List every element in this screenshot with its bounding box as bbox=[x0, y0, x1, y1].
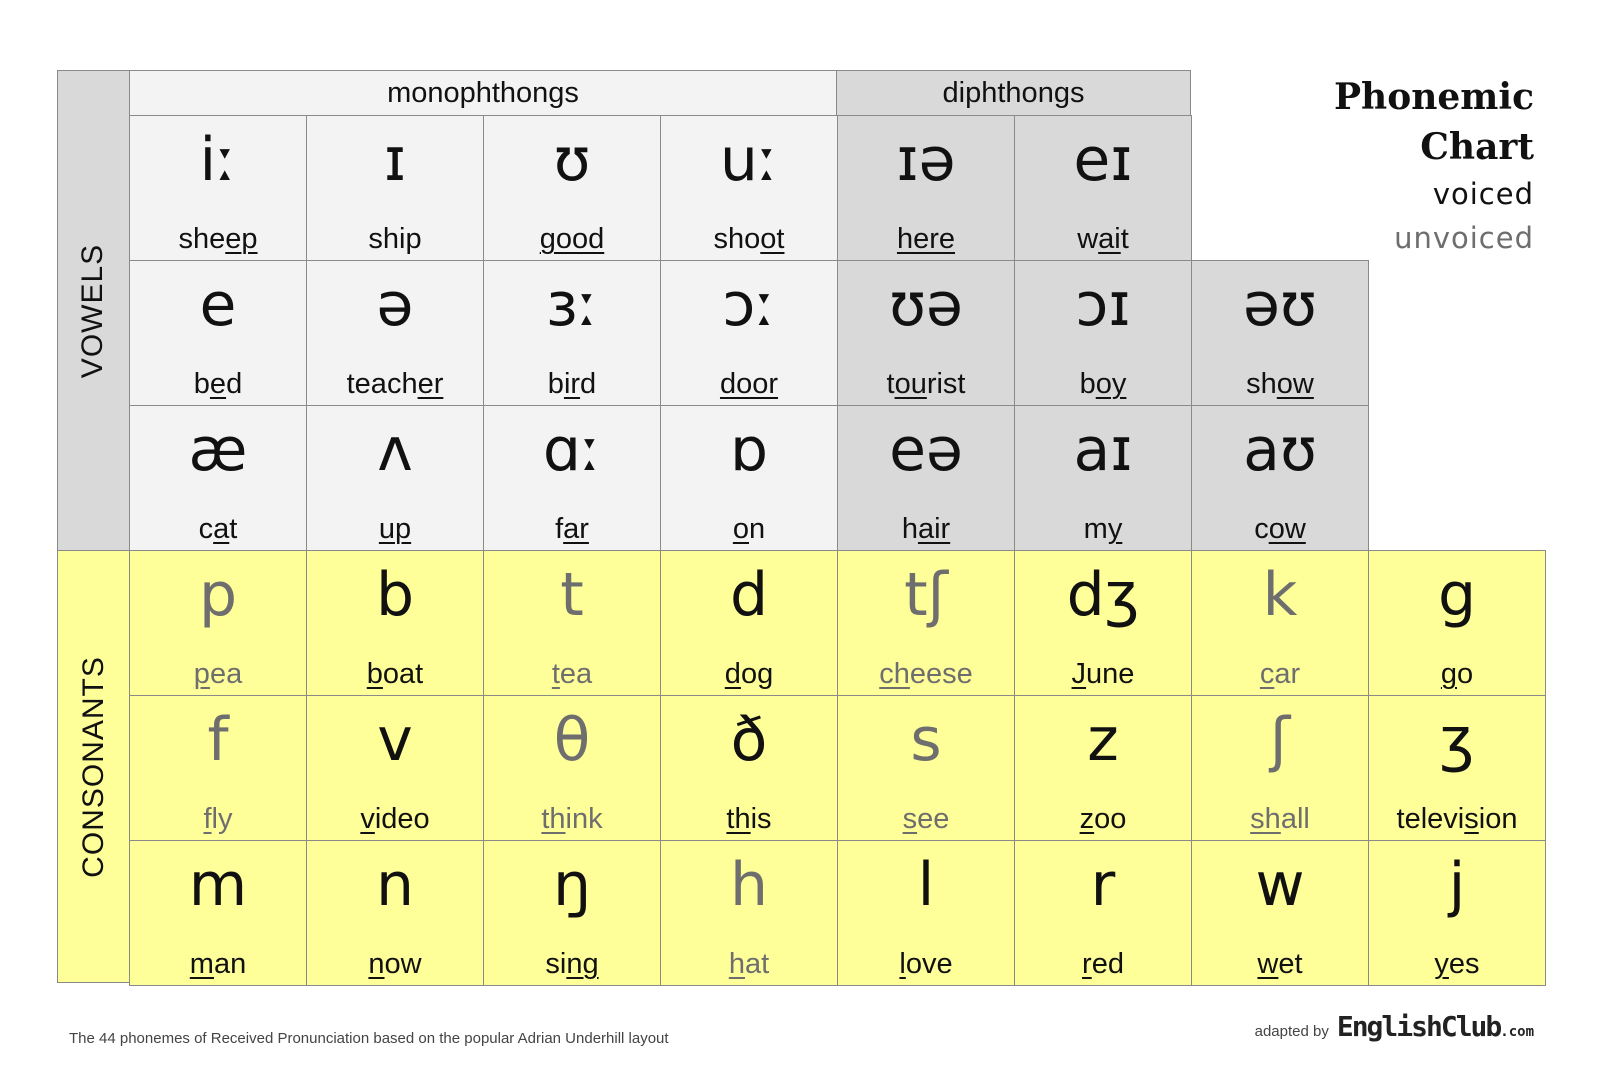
phoneme-symbol: aɪ bbox=[1073, 415, 1133, 485]
consonant-0-0-cell bbox=[129, 550, 307, 696]
vowel-2-2-cell bbox=[483, 405, 661, 551]
phoneme-symbol: j bbox=[1448, 850, 1466, 920]
chart-title-line1: Phonemic bbox=[1333, 76, 1534, 118]
phoneme-symbol: ɔɪ bbox=[1075, 270, 1131, 340]
example-word: hair bbox=[901, 513, 951, 546]
consonant-0-1-cell bbox=[306, 550, 484, 696]
consonant-0-4-cell bbox=[837, 550, 1015, 696]
phoneme-symbol: əʊ bbox=[1243, 270, 1317, 340]
phoneme-symbol: h bbox=[729, 850, 769, 920]
example-word: bed bbox=[193, 368, 243, 401]
consonant-2-0-cell bbox=[129, 840, 307, 986]
phoneme-symbol: ɑː bbox=[542, 415, 602, 485]
phoneme-symbol: dʒ bbox=[1066, 560, 1140, 630]
phoneme-symbol: e bbox=[199, 270, 237, 340]
vowel-0-4-cell bbox=[837, 115, 1015, 261]
phoneme-symbol: v bbox=[377, 705, 413, 775]
consonants-side-label bbox=[57, 550, 130, 983]
adapted-by-text: adapted by bbox=[1254, 1023, 1329, 1040]
example-word: shoot bbox=[713, 223, 785, 256]
consonants-label: CONSONANTS bbox=[76, 655, 110, 878]
example-word: tourist bbox=[886, 368, 966, 401]
phoneme-symbol: ŋ bbox=[552, 850, 592, 920]
phoneme-symbol: w bbox=[1255, 850, 1305, 920]
phoneme-symbol: aʊ bbox=[1243, 415, 1317, 485]
vowel-1-5-cell bbox=[1014, 260, 1192, 406]
phoneme-symbol: eə bbox=[889, 415, 963, 485]
phoneme-symbol: k bbox=[1262, 560, 1298, 630]
phoneme-symbol: l bbox=[917, 850, 935, 920]
consonant-1-6-cell bbox=[1191, 695, 1369, 841]
phoneme-symbol: θ bbox=[553, 705, 591, 775]
legend-unvoiced: unvoiced bbox=[1394, 221, 1534, 255]
phoneme-symbol: ʊə bbox=[889, 270, 963, 340]
vowel-0-3-cell bbox=[660, 115, 838, 261]
phoneme-symbol: ɜː bbox=[545, 270, 599, 340]
consonant-2-4-cell bbox=[837, 840, 1015, 986]
example-word: boat bbox=[366, 658, 424, 691]
example-word: on bbox=[732, 513, 766, 546]
chart-title-block bbox=[1234, 72, 1534, 260]
consonant-0-2-cell bbox=[483, 550, 661, 696]
vowel-0-1-cell bbox=[306, 115, 484, 261]
example-word: tea bbox=[551, 658, 593, 691]
vowel-0-2-cell bbox=[483, 115, 661, 261]
phoneme-symbol: ɪə bbox=[896, 125, 956, 195]
example-word: June bbox=[1071, 658, 1135, 691]
phoneme-symbol: ʌ bbox=[377, 415, 413, 485]
consonant-1-2-cell bbox=[483, 695, 661, 841]
example-word: zoo bbox=[1079, 803, 1127, 836]
vowel-2-6-cell bbox=[1191, 405, 1369, 551]
consonant-1-4-cell bbox=[837, 695, 1015, 841]
phoneme-symbol: g bbox=[1437, 560, 1477, 630]
vowel-2-4-cell bbox=[837, 405, 1015, 551]
example-word: red bbox=[1082, 948, 1124, 981]
vowel-1-2-cell bbox=[483, 260, 661, 406]
phoneme-symbol: f bbox=[207, 705, 229, 775]
brand-suffix: .com bbox=[1500, 1024, 1534, 1040]
example-word: wet bbox=[1257, 948, 1303, 981]
footer-credit bbox=[1255, 1010, 1534, 1043]
example-word: far bbox=[555, 513, 589, 546]
example-word: teacher bbox=[346, 368, 444, 401]
diphthongs-label: diphthongs bbox=[942, 76, 1085, 109]
example-word: cheese bbox=[879, 658, 973, 691]
example-word: shall bbox=[1250, 803, 1310, 836]
example-word: hat bbox=[728, 948, 770, 981]
example-word: boy bbox=[1079, 368, 1127, 401]
vowel-2-0-cell bbox=[129, 405, 307, 551]
example-word: television bbox=[1396, 803, 1518, 836]
phoneme-symbol: ʊ bbox=[553, 125, 591, 195]
phoneme-symbol: uː bbox=[719, 125, 779, 195]
example-word: wait bbox=[1077, 223, 1129, 256]
example-word: my bbox=[1083, 513, 1123, 546]
example-word: good bbox=[539, 223, 605, 256]
legend-voiced: voiced bbox=[1432, 177, 1534, 211]
example-word: this bbox=[726, 803, 772, 836]
vowels-side-label bbox=[57, 70, 130, 551]
phoneme-symbol: m bbox=[188, 850, 248, 920]
example-word: see bbox=[902, 803, 950, 836]
vowel-1-3-cell bbox=[660, 260, 838, 406]
phoneme-symbol: ɒ bbox=[729, 415, 769, 485]
consonant-1-1-cell bbox=[306, 695, 484, 841]
example-word: car bbox=[1259, 658, 1301, 691]
phoneme-symbol: r bbox=[1090, 850, 1116, 920]
phoneme-symbol: ð bbox=[730, 705, 768, 775]
example-word: yes bbox=[1434, 948, 1480, 981]
phoneme-symbol: p bbox=[198, 560, 238, 630]
consonant-0-5-cell bbox=[1014, 550, 1192, 696]
example-word: pea bbox=[193, 658, 243, 691]
phoneme-symbol: æ bbox=[188, 415, 248, 485]
vowel-0-5-cell bbox=[1014, 115, 1192, 261]
vowels-label: VOWELS bbox=[76, 243, 110, 378]
consonant-2-2-cell bbox=[483, 840, 661, 986]
phoneme-symbol: z bbox=[1087, 705, 1119, 775]
footer-note: The 44 phonemes of Received Pronunciation based on the popular Adrian Underhill layout bbox=[69, 1030, 669, 1047]
consonant-1-5-cell bbox=[1014, 695, 1192, 841]
phoneme-symbol: d bbox=[729, 560, 769, 630]
example-word: go bbox=[1440, 658, 1474, 691]
consonant-1-3-cell bbox=[660, 695, 838, 841]
chart-title-line2: Chart bbox=[1420, 126, 1534, 168]
phoneme-symbol: ɔː bbox=[722, 270, 776, 340]
phoneme-symbol: b bbox=[375, 560, 415, 630]
consonant-1-0-cell bbox=[129, 695, 307, 841]
vowel-0-0-cell bbox=[129, 115, 307, 261]
example-word: think bbox=[541, 803, 603, 836]
example-word: now bbox=[368, 948, 422, 981]
example-word: fly bbox=[203, 803, 233, 836]
example-word: here bbox=[896, 223, 956, 256]
vowel-2-5-cell bbox=[1014, 405, 1192, 551]
phoneme-symbol: t bbox=[560, 560, 584, 630]
englishclub-logo bbox=[1337, 1010, 1534, 1043]
example-word: sing bbox=[545, 948, 599, 981]
example-word: cow bbox=[1254, 513, 1306, 546]
brand-name: EnglishClub bbox=[1336, 1010, 1501, 1043]
vowel-2-1-cell bbox=[306, 405, 484, 551]
phoneme-symbol: n bbox=[375, 850, 415, 920]
consonant-0-6-cell bbox=[1191, 550, 1369, 696]
example-word: bird bbox=[547, 368, 597, 401]
consonant-2-6-cell bbox=[1191, 840, 1369, 986]
monophthongs-header bbox=[129, 70, 837, 116]
consonant-0-7-cell bbox=[1368, 550, 1546, 696]
example-word: show bbox=[1246, 368, 1314, 401]
example-word: door bbox=[719, 368, 779, 401]
example-word: dog bbox=[724, 658, 774, 691]
consonant-2-5-cell bbox=[1014, 840, 1192, 986]
phoneme-symbol: tʃ bbox=[904, 560, 948, 630]
vowel-1-6-cell bbox=[1191, 260, 1369, 406]
consonant-2-1-cell bbox=[306, 840, 484, 986]
phoneme-symbol: ʒ bbox=[1439, 705, 1475, 775]
consonant-0-3-cell bbox=[660, 550, 838, 696]
example-word: love bbox=[899, 948, 953, 981]
phoneme-symbol: ə bbox=[376, 270, 414, 340]
consonant-2-3-cell bbox=[660, 840, 838, 986]
consonant-1-7-cell bbox=[1368, 695, 1546, 841]
example-word: sheep bbox=[178, 223, 258, 256]
vowel-1-0-cell bbox=[129, 260, 307, 406]
vowel-2-3-cell bbox=[660, 405, 838, 551]
example-word: cat bbox=[198, 513, 238, 546]
phoneme-symbol: ɪ bbox=[383, 125, 407, 195]
consonant-2-7-cell bbox=[1368, 840, 1546, 986]
vowel-1-1-cell bbox=[306, 260, 484, 406]
diphthongs-header bbox=[836, 70, 1191, 116]
phoneme-symbol: eɪ bbox=[1073, 125, 1133, 195]
phoneme-symbol: s bbox=[910, 705, 942, 775]
phoneme-symbol: iː bbox=[199, 125, 237, 195]
example-word: up bbox=[378, 513, 412, 546]
phoneme-symbol: ʃ bbox=[1269, 705, 1291, 775]
monophthongs-label: monophthongs bbox=[387, 76, 579, 109]
vowel-1-4-cell bbox=[837, 260, 1015, 406]
example-word: video bbox=[360, 803, 430, 836]
example-word: man bbox=[189, 948, 247, 981]
example-word: ship bbox=[368, 223, 422, 256]
